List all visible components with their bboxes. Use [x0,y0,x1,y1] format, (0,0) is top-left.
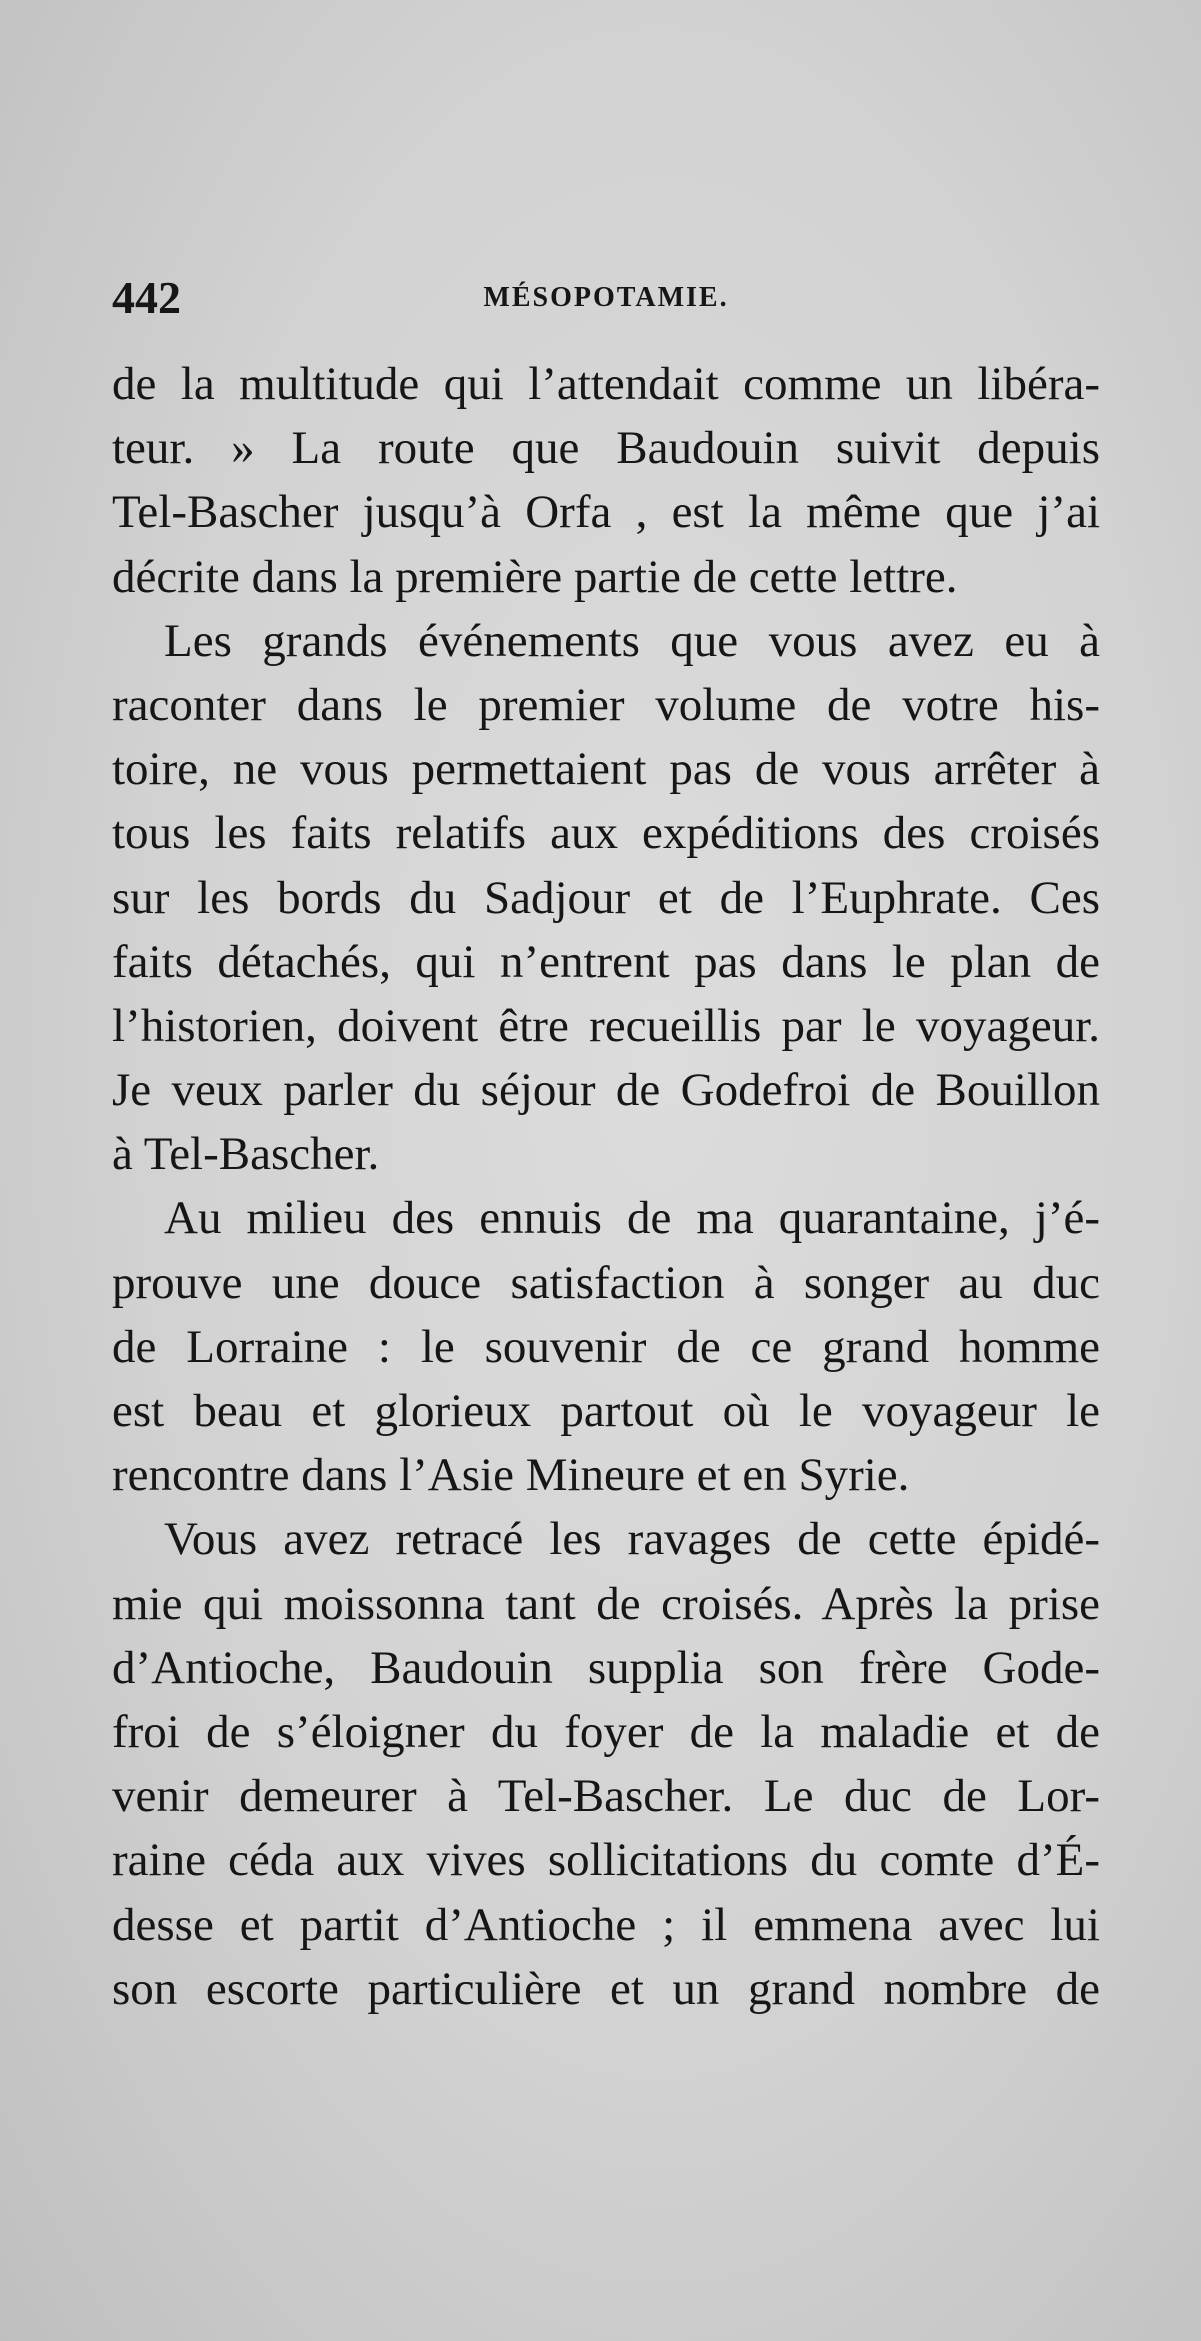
text-line: toire, ne vous permettaient pas de vous arrêter à [112,743,1100,796]
text-line: Vous avez retracé les ravages de cette épidé- [164,1513,1100,1566]
text-line: teur. » La route que Baudouin suivit depuis [112,422,1100,475]
text-line: raconter dans le premier volume de votre his- [112,678,1100,731]
text-line: mie qui moissonna tant de croisés. Après la prise [112,1577,1100,1630]
page-number: 442 [112,272,181,323]
text-line: son escorte particulière et un grand nombre de [112,1962,1100,2015]
text-line: prouve une douce satisfaction à songer au duc [112,1256,1100,1309]
text-line: raine céda aux vives sollicitations du comte d’É- [112,1834,1100,1887]
text-line: tous les faits relatifs aux expéditions des croisés [112,807,1100,860]
text-line: Les grands événements que vous avez eu à [164,614,1100,667]
body-text [112,352,1100,2021]
text-line: sur les bords du Sadjour et de l’Euphrate. Ces [112,871,1100,924]
text-line: de Lorraine : le souvenir de ce grand homme [112,1320,1100,1373]
running-head: MÉSOPOTAMIE. [483,282,729,313]
text-line: Tel-Bascher jusqu’à Orfa , est la même que j’ai [112,486,1100,539]
text-line: d’Antioche, Baudouin supplia son frère Gode- [112,1641,1100,1694]
text-line: est beau et glorieux partout où le voyageur le [112,1385,1100,1437]
text-line: Je veux parler du séjour de Godefroi de Bouillon [112,1064,1100,1117]
text-line: décrite dans la première partie de cette lettre. [112,550,958,603]
text-line: de la multitude qui l’attendait comme un libéra- [112,358,1100,410]
page-header [112,268,1100,328]
text-line: faits détachés, qui n’entrent pas dans le plan de [112,935,1100,988]
text-line: desse et partit d’Antioche ; il emmena avec lui [112,1898,1100,1951]
text-line: l’historien, doivent être recueillis par le voyageur. [112,999,1100,1052]
text-line: froi de s’éloigner du foyer de la maladie et de [112,1705,1100,1758]
text-line: venir demeurer à Tel-Bascher. Le duc de Lor- [112,1770,1100,1823]
text-line: à Tel-Bascher. [112,1128,380,1181]
text-line: rencontre dans l’Asie Mineure et en Syrie. [112,1449,910,1502]
text-line: Au milieu des ennuis de ma quarantaine, j’é- [164,1192,1100,1245]
